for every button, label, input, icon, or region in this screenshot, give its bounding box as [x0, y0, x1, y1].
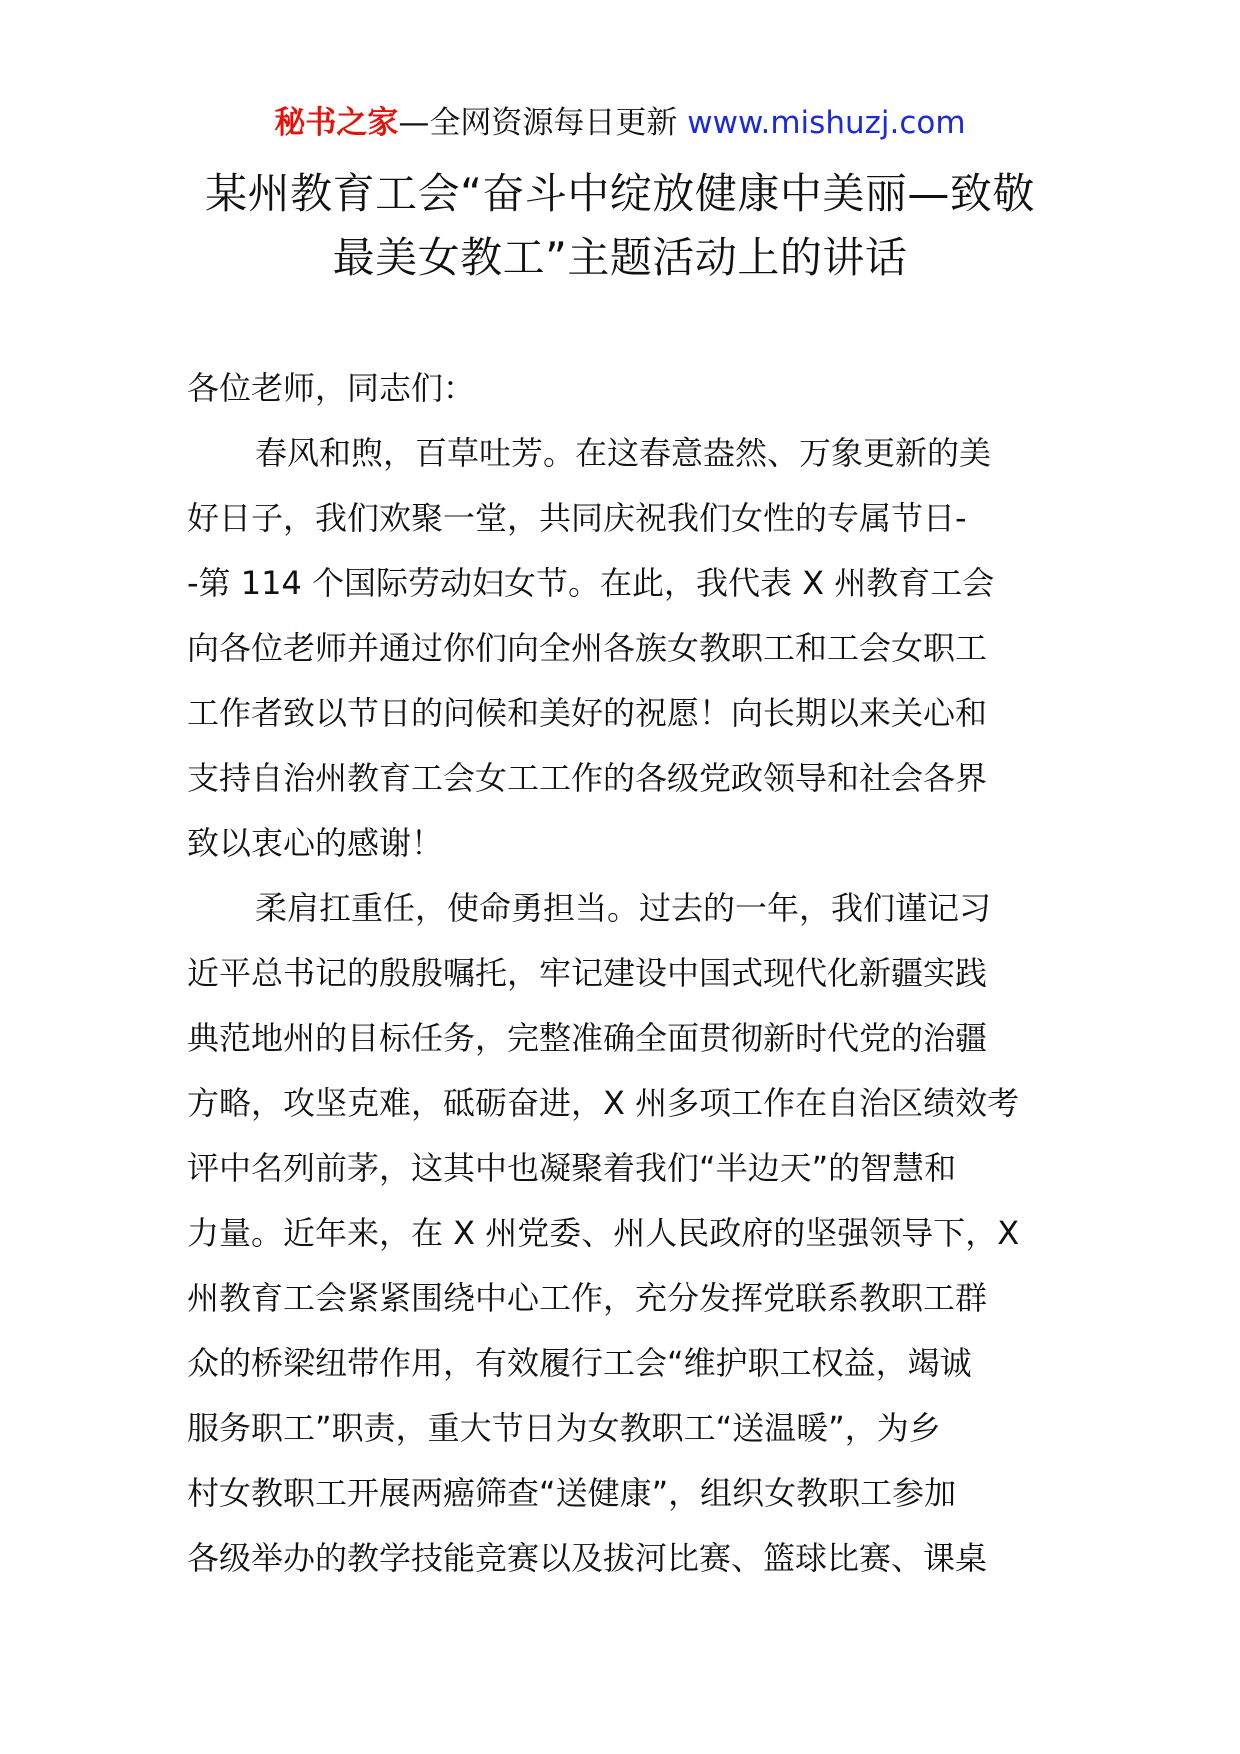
title-line-2: 最美女教工”主题活动上的讲话: [332, 233, 908, 282]
document-body: [187, 356, 1057, 1591]
paragraph-line: 评中名列前茅，这其中也凝聚着我们“半边天”的智慧和: [187, 1149, 957, 1187]
paragraph-line: 众的桥梁纽带作用，有效履行工会“维护职工权益，竭诚: [187, 1344, 972, 1382]
paragraph-line: 好日子，我们欢聚一堂，共同庆祝我们女性的专属节日-: [187, 499, 967, 537]
paragraph-line: 工作者致以节日的问候和美好的祝愿！向长期以来关心和: [187, 694, 988, 732]
paragraph-line: 柔肩扛重任，使命勇担当。过去的一年，我们谨记习: [255, 889, 992, 927]
salutation: 各位老师，同志们：: [187, 369, 476, 407]
brand-name: 秘书之家: [274, 105, 399, 141]
site-banner: [0, 103, 1240, 143]
banner-tagline: —全网资源每日更新: [398, 105, 688, 141]
paragraph-line: 州教育工会紧紧围绕中心工作，充分发挥党联系教职工群: [187, 1279, 988, 1317]
document-title: [120, 162, 1120, 290]
paragraph-line: 向各位老师并通过你们向全州各族女教职工和工会女职工: [187, 629, 988, 667]
paragraph-1: [187, 421, 1057, 876]
paragraph-line: 致以衷心的感谢！: [187, 824, 444, 862]
paragraph-line: 近平总书记的殷殷嘱托，牢记建设中国式现代化新疆实践: [187, 954, 988, 992]
paragraph-2: [187, 876, 1057, 1591]
paragraph-line: 村女教职工开展两癌筛查“送健康”，组织女教职工参加: [187, 1474, 957, 1512]
paragraph-line: 典范地州的目标任务，完整准确全面贯彻新时代党的治疆: [187, 1019, 988, 1057]
paragraph-line: 服务职工”职责，重大节日为女教职工“送温暖”，为乡: [187, 1409, 941, 1447]
title-line-1: 某州教育工会“奋斗中绽放健康中美丽—致敬: [205, 169, 1035, 218]
paragraph-line: 各级举办的教学技能竞赛以及拔河比赛、篮球比赛、课桌: [187, 1539, 988, 1577]
paragraph-line: 春风和煦，百草吐芳。在这春意盎然、万象更新的美: [255, 434, 992, 472]
banner-url[interactable]: www.mishuzj.com: [687, 105, 966, 141]
paragraph-line: 方略，攻坚克难，砥砺奋进，X 州多项工作在自治区绩效考: [187, 1084, 1020, 1122]
paragraph-line: 力量。近年来，在 X 州党委、州人民政府的坚强领导下，X: [187, 1214, 1020, 1252]
paragraph-line: 支持自治州教育工会女工工作的各级党政领导和社会各界: [187, 759, 988, 797]
paragraph-line: -第 114 个国际劳动妇女节。在此，我代表 X 州教育工会: [187, 564, 995, 602]
